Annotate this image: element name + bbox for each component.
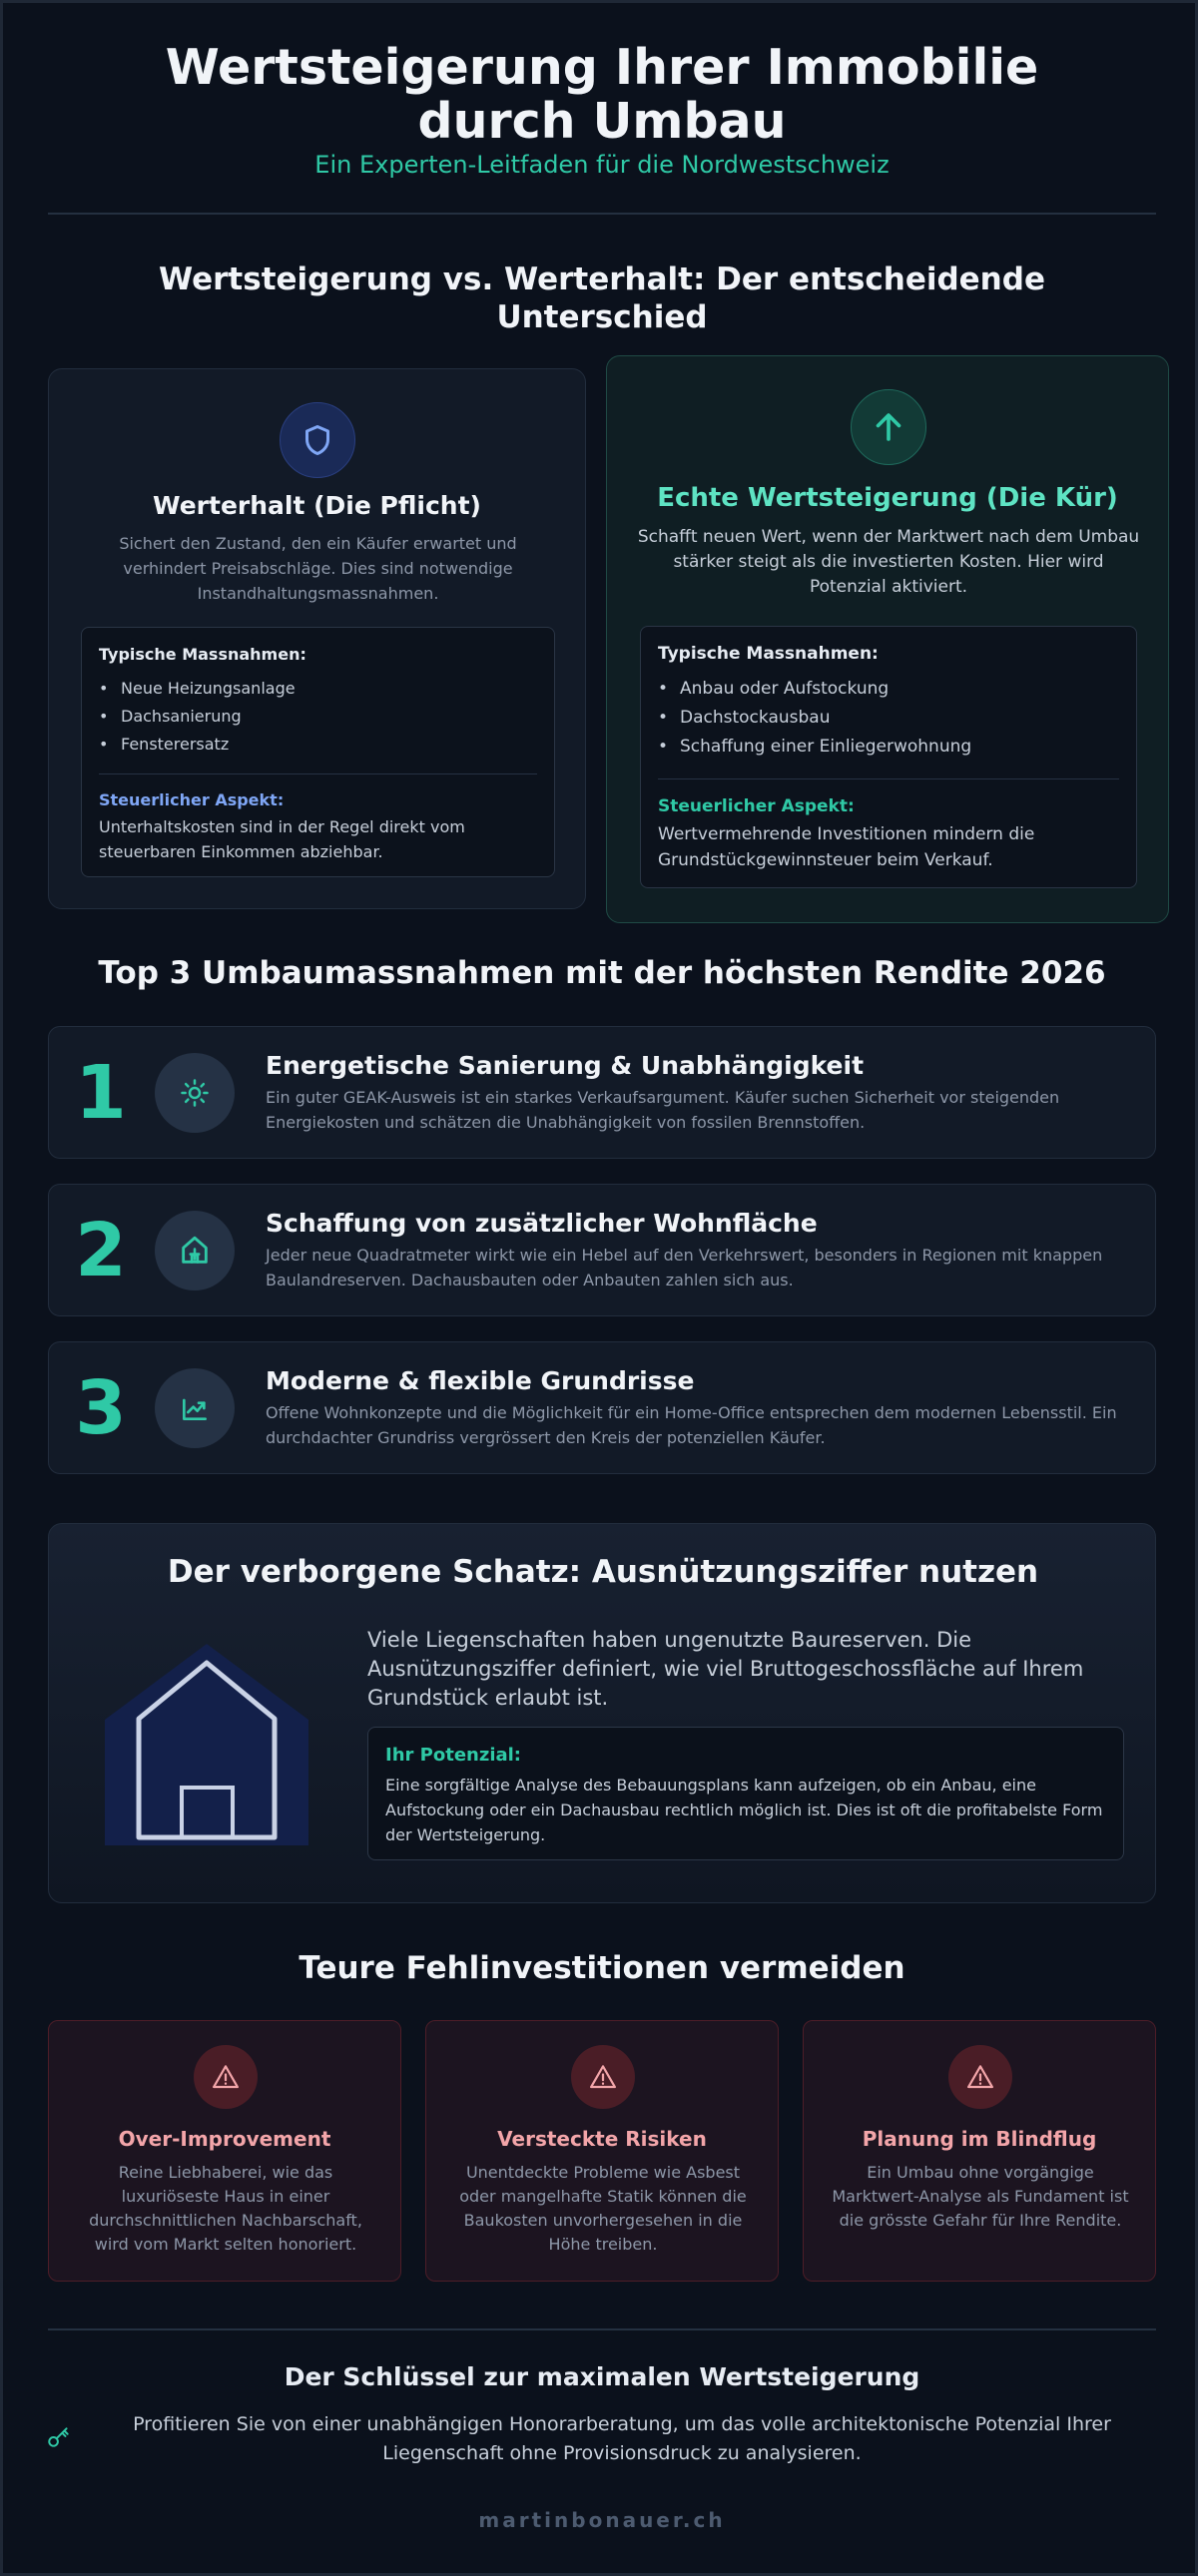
- measures-list: [99, 675, 296, 759]
- card-description: Sichert den Zustand, den ein Käufer erwartet und verhindert Preisabschläge. Dies sind notwendige Instandhaltungsmassnahmen.: [119, 534, 517, 603]
- mistake-card: [803, 2020, 1156, 2282]
- footer-website: martinbonauer.ch: [478, 2508, 726, 2532]
- warning-icon: [194, 2045, 258, 2109]
- card-heading: Werterhalt (Die Pflicht): [153, 491, 481, 520]
- mistake-title: Over-Improvement: [118, 2127, 331, 2151]
- card-description: Schafft neuen Wert, wenn der Marktwert nach dem Umbau stärker steigt als die investierten Kosten. Hier wird Potenzial aktiviert.: [637, 527, 1140, 597]
- list-item: [48, 1026, 1156, 1159]
- top3-title: Top 3 Umbaumassnahmen mit der höchsten Rendite 2026: [98, 955, 1106, 991]
- page-subtitle: Ein Experten-Leitfaden für die Nordwestschweiz: [314, 151, 890, 179]
- list-item: [48, 1341, 1156, 1474]
- chart-trend-icon: [155, 1368, 235, 1448]
- potential-label: Ihr Potenzial:: [385, 1745, 522, 1766]
- item-text: Offene Wohnkonzepte und die Möglichkeit für ein Home-Office entsprechen dem modernen Lebensstil. Ein durchdachter Grundriss vergrössert den Kreis der potenziellen Käufer.: [266, 1403, 1117, 1447]
- list-item: • Dachstockausbau: [658, 704, 971, 733]
- item-text: Ein guter GEAK-Ausweis ist ein starkes Verkaufsargument. Käufer suchen Sicherheit vor steigenden Energiekosten und schätzen die Unabhängigkeit von fossilen Brennstoffen.: [266, 1088, 1060, 1132]
- measures-box: [640, 626, 1137, 888]
- list-item: • Dachsanierung: [99, 703, 296, 731]
- item-number: 2: [75, 1208, 127, 1293]
- warning-icon: [948, 2045, 1012, 2109]
- mistake-text: Unentdeckte Probleme wie Asbest oder mangelhafte Statik können die Baukosten unvorhergesehen in die Höhe treiben.: [459, 2163, 747, 2254]
- key-title: Der Schlüssel zur maximalen Wertsteigerung: [284, 2362, 920, 2391]
- tax-text: Unterhaltskosten sind in der Regel direkt vom steuerbaren Einkommen abziehbar.: [99, 817, 465, 861]
- list-item: • Schaffung einer Einliegerwohnung: [658, 733, 971, 762]
- item-number: 3: [75, 1365, 127, 1451]
- item-title: Moderne & flexible Grundrisse: [266, 1366, 695, 1395]
- item-number: 1: [75, 1050, 127, 1136]
- mistake-text: Reine Liebhaberei, wie das luxuriöseste Haus in einer durchschnittlichen Nachbarschaft, wird vom Markt selten honoriert.: [89, 2163, 362, 2254]
- mistake-title: Versteckte Risiken: [497, 2127, 707, 2151]
- item-text: Jeder neue Quadratmeter wirkt wie ein Hebel auf den Verkehrswert, besonders in Regionen mit knappen Baulandreserven. Dachausbauten oder Anbauten zahlen sich aus.: [266, 1246, 1103, 1289]
- potential-text: Eine sorgfältige Analyse des Bebauungsplans kann aufzeigen, ob ein Anbau, eine Aufstockung oder ein Dachausbau rechtlich möglich ist. Dies ist oft die profitabelste Form der Wertsteigerung.: [385, 1776, 1103, 1844]
- list-item: • Neue Heizungsanlage: [99, 675, 296, 703]
- house-plus-icon: [155, 1211, 235, 1290]
- card-werterhalt: [48, 368, 586, 909]
- mistake-card: [48, 2020, 401, 2282]
- list-item: • Anbau oder Aufstockung: [658, 675, 971, 704]
- sun-icon: [155, 1053, 235, 1133]
- divider: [99, 773, 537, 774]
- item-title: Energetische Sanierung & Unabhängigkeit: [266, 1051, 865, 1080]
- divider: [48, 2328, 1156, 2330]
- treasure-text: Viele Liegenschaften haben ungenutzte Baureserven. Die Ausnützungsziffer definiert, wie viel Bruttogeschossfläche auf Ihrem Grundstück erlaubt ist.: [367, 1628, 1084, 1710]
- key-icon: [46, 2424, 72, 2450]
- card-wertsteigerung: [606, 355, 1169, 923]
- page-title: Wertsteigerung Ihrer Immobilie durch Umbau: [165, 39, 1039, 150]
- tax-label: Steuerlicher Aspekt:: [658, 796, 855, 816]
- treasure-title: Der verborgene Schatz: Ausnützungsziffer nutzen: [167, 1554, 1039, 1590]
- house-icon: [97, 1636, 316, 1855]
- card-heading: Echte Wertsteigerung (Die Kür): [657, 483, 1118, 513]
- comparison-title: Wertsteigerung vs. Werterhalt: Der entscheidende Unterschied: [159, 261, 1045, 335]
- tax-text: Wertvermehrende Investitionen mindern die Grundstückgewinnsteuer beim Verkauf.: [658, 824, 1035, 870]
- key-text: Profitieren Sie von einer unabhängigen Honorarberatung, um das volle architektonische Potenzial Ihrer Liegenschaft ohne Provisionsdruck zu analysieren.: [133, 2413, 1111, 2464]
- measures-label: Typische Massnahmen:: [99, 645, 306, 664]
- potential-box: [367, 1727, 1124, 1860]
- measures-list: [658, 675, 971, 762]
- mistake-title: Planung im Blindflug: [862, 2127, 1097, 2151]
- arrow-up-icon: [851, 389, 926, 465]
- tax-label: Steuerlicher Aspekt:: [99, 790, 285, 809]
- mistake-card: [425, 2020, 779, 2282]
- measures-label: Typische Massnahmen:: [658, 644, 879, 664]
- list-item: • Fensterersatz: [99, 731, 296, 759]
- mistake-text: Ein Umbau ohne vorgängige Marktwert-Analyse als Fundament ist die grösste Gefahr für Ihre Rendite.: [832, 2163, 1129, 2230]
- divider: [48, 213, 1156, 215]
- item-title: Schaffung von zusätzlicher Wohnfläche: [266, 1209, 818, 1238]
- divider: [658, 778, 1119, 779]
- treasure-section: [48, 1523, 1156, 1903]
- mistakes-title: Teure Fehlinvestitionen vermeiden: [299, 1950, 905, 1986]
- list-item: [48, 1184, 1156, 1316]
- shield-icon: [280, 402, 355, 478]
- measures-box: [81, 627, 555, 877]
- warning-icon: [571, 2045, 635, 2109]
